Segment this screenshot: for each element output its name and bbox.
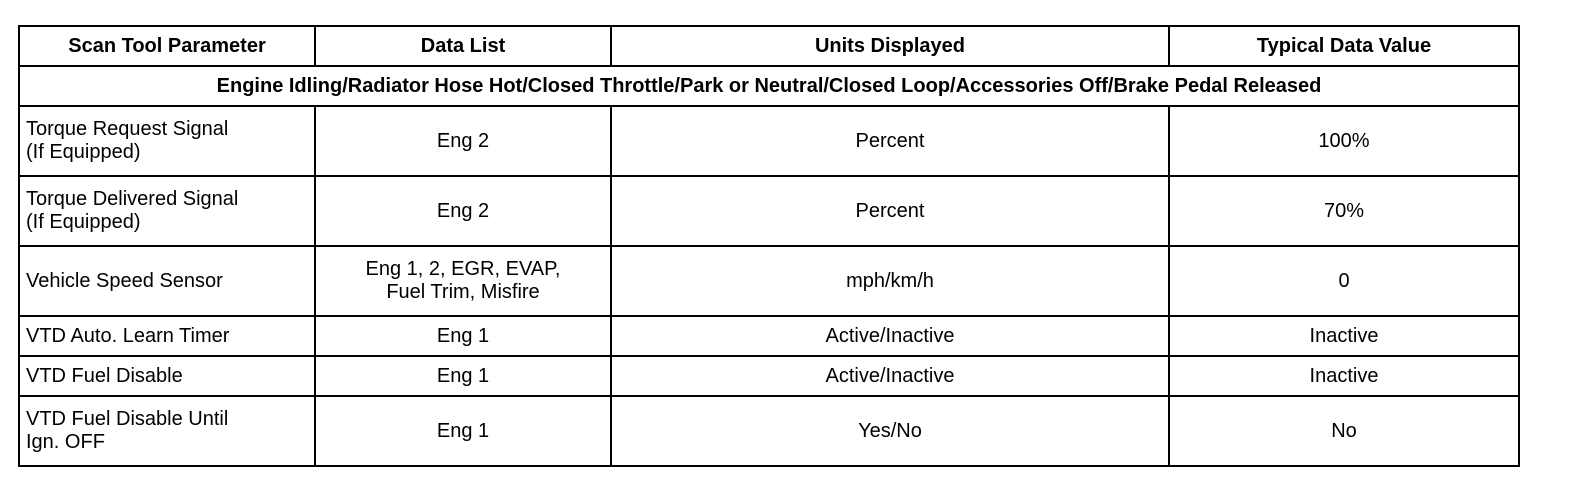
header-data-list: Data List xyxy=(315,26,611,66)
data-list-line: Eng 1 xyxy=(436,324,490,347)
condition-row xyxy=(19,66,1519,106)
data-list-line: Eng 2 xyxy=(436,199,490,222)
table-row xyxy=(19,356,1519,396)
value-cell: No xyxy=(1169,396,1519,466)
header-row xyxy=(19,26,1519,66)
header-typical-data-value: Typical Data Value xyxy=(1169,26,1519,66)
data-list-line: Eng 1 xyxy=(436,419,490,442)
param-cell xyxy=(19,106,315,176)
param-line: VTD Fuel Disable Until xyxy=(26,408,229,430)
param-line: Ign. OFF xyxy=(26,431,105,453)
units-cell: mph/km/h xyxy=(611,246,1169,316)
table-row xyxy=(19,316,1519,356)
header-units-displayed: Units Displayed xyxy=(611,26,1169,66)
units-cell: Active/Inactive xyxy=(611,316,1169,356)
units-cell: Active/Inactive xyxy=(611,356,1169,396)
scan-tool-data-table xyxy=(18,25,1520,467)
header-scan-tool-parameter: Scan Tool Parameter xyxy=(19,26,315,66)
units-cell: Percent xyxy=(611,106,1169,176)
param-line: VTD Auto. Learn Timer xyxy=(26,324,230,347)
value-cell: Inactive xyxy=(1169,356,1519,396)
table-row xyxy=(19,176,1519,246)
param-cell xyxy=(19,396,315,466)
data-list-cell xyxy=(315,106,611,176)
data-list-line: Eng 1, 2, EGR, EVAP, xyxy=(365,258,561,280)
param-cell xyxy=(19,176,315,246)
table-row xyxy=(19,396,1519,466)
data-list-cell xyxy=(315,316,611,356)
data-list-line: Fuel Trim, Misfire xyxy=(386,281,540,303)
data-list-cell xyxy=(315,356,611,396)
data-list-cell xyxy=(315,176,611,246)
units-cell: Percent xyxy=(611,176,1169,246)
param-cell xyxy=(19,316,315,356)
table-row xyxy=(19,246,1519,316)
units-cell: Yes/No xyxy=(611,396,1169,466)
param-line: Torque Delivered Signal xyxy=(26,188,239,210)
value-cell: 70% xyxy=(1169,176,1519,246)
data-list-cell xyxy=(315,396,611,466)
value-cell: 0 xyxy=(1169,246,1519,316)
param-line: Vehicle Speed Sensor xyxy=(26,269,223,292)
data-list-line: Eng 2 xyxy=(436,129,490,152)
data-list-line: Eng 1 xyxy=(436,364,490,387)
param-line: (If Equipped) xyxy=(26,211,141,233)
table-row xyxy=(19,106,1519,176)
value-cell: Inactive xyxy=(1169,316,1519,356)
param-line: VTD Fuel Disable xyxy=(26,364,183,387)
param-cell xyxy=(19,356,315,396)
param-line: Torque Request Signal xyxy=(26,118,229,140)
data-list-cell xyxy=(315,246,611,316)
value-cell: 100% xyxy=(1169,106,1519,176)
param-cell xyxy=(19,246,315,316)
param-line: (If Equipped) xyxy=(26,141,141,163)
condition-text: Engine Idling/Radiator Hose Hot/Closed Throttle/Park or Neutral/Closed Loop/Accessories Off/Brake Pedal Released xyxy=(19,66,1519,106)
